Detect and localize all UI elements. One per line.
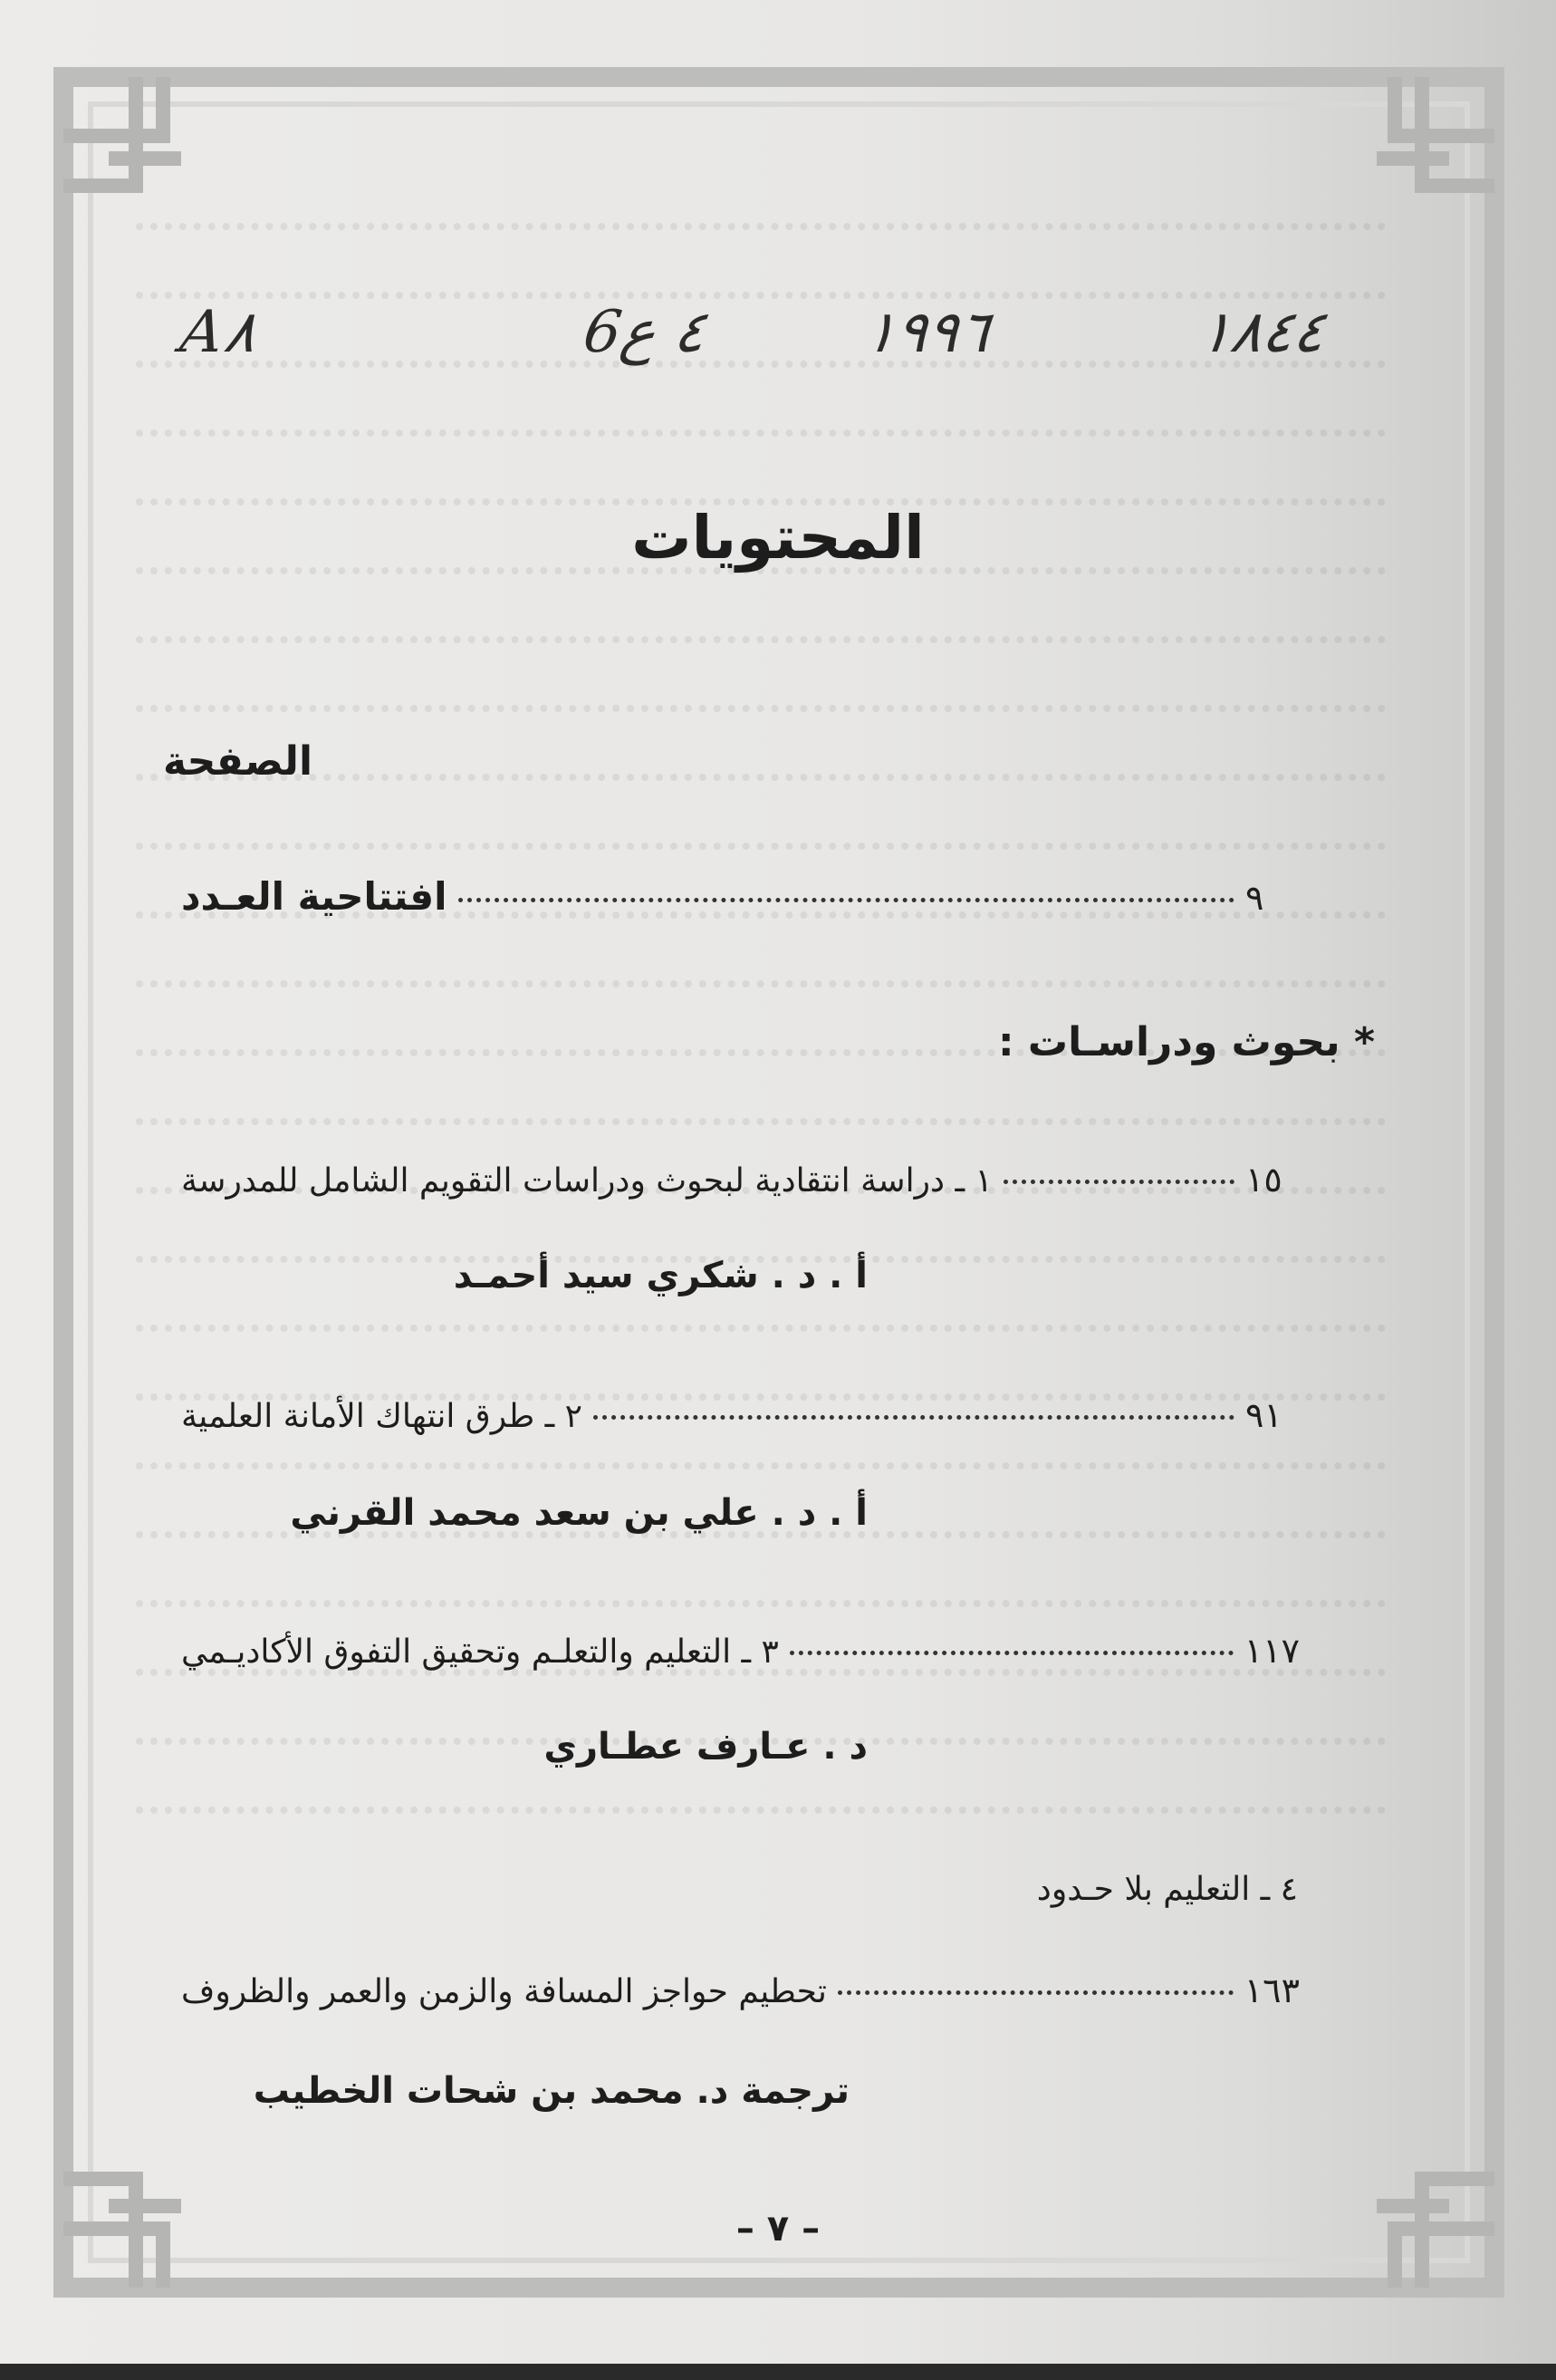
entry-label: ٣ ـ التعليم والتعلـم وتحقيق التفوق الأكاديـمي: [181, 1633, 779, 1671]
entry-page: ٩١: [1245, 1395, 1282, 1435]
entry-page: ٩: [1245, 878, 1264, 918]
entry-label: افتتاحية العـدد: [181, 874, 447, 919]
page-title: المحتويات: [631, 503, 925, 573]
entry-author: أ . د . شكري سيد أحمـد: [453, 1255, 868, 1296]
toc-entry-opening: [181, 874, 1300, 919]
entry-label: ١ ـ دراسة انتقادية لبحوث ودراسات التقويم الشامل للمدرسة: [181, 1162, 993, 1200]
entry-page: ١١٧: [1244, 1631, 1300, 1671]
handwritten-note: ١٨٤٤: [1195, 299, 1330, 366]
dot-leader: [458, 898, 1234, 902]
entry-author: أ . د . علي بن سعد محمد القرني: [290, 1492, 868, 1534]
handwritten-note: ١٩٩٦: [860, 299, 994, 366]
entry-page: ١٦٣: [1244, 1970, 1300, 2010]
toc-entry-2: [181, 1395, 1300, 1435]
dot-leader: [790, 1651, 1234, 1655]
page-column-header: الصفحة: [163, 738, 313, 785]
handwritten-note: 6٤ ع: [579, 299, 710, 366]
page-number: – ٧ –: [735, 2208, 821, 2250]
entry-sublabel: تحطيم حواجز المسافة والزمن والعمر والظروف: [181, 1973, 827, 2010]
entry-author: د . عـارف عطـاري: [543, 1726, 868, 1768]
toc-entry-4: [181, 1970, 1300, 2010]
dot-leader: [838, 1990, 1234, 1995]
handwritten-note: A٨: [176, 299, 261, 366]
entry-author: ترجمة د. محمد بن شحات الخطيب: [253, 2070, 850, 2112]
dot-leader: [593, 1415, 1234, 1420]
dot-leader: [1004, 1180, 1234, 1184]
entry-label: ٢ ـ طرق انتهاك الأمانة العلمية: [181, 1398, 583, 1435]
toc-entry-4-label: ٤ ـ التعليم بلا حـدود: [1036, 1871, 1298, 1908]
toc-entry-3: [181, 1631, 1300, 1671]
section-heading: * بحوث ودراسـات :: [998, 1019, 1375, 1065]
entry-page: ١٥: [1245, 1160, 1282, 1200]
toc-entry-1: [181, 1160, 1300, 1200]
scan-edge: [0, 2364, 1556, 2380]
